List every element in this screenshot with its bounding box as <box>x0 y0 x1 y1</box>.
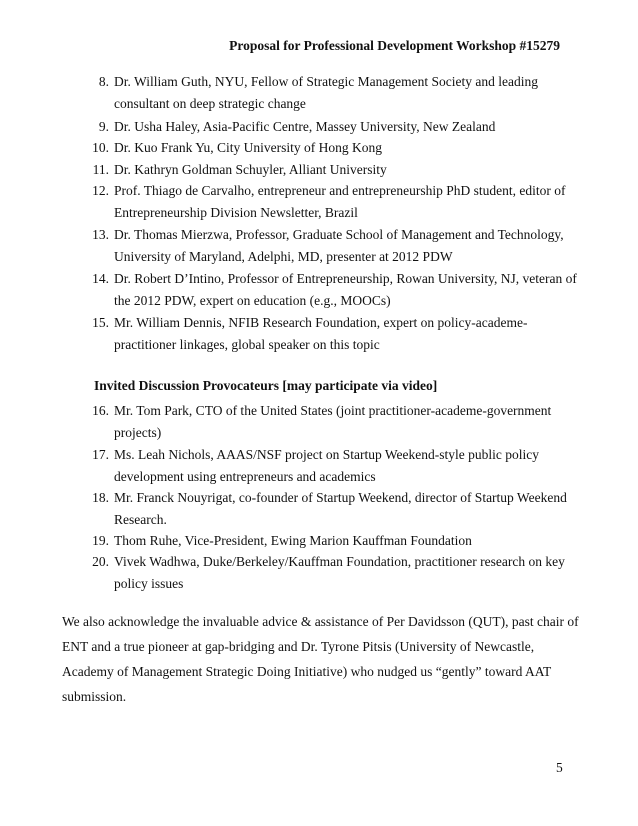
list-item-number: 10. <box>92 140 109 155</box>
list-item-number: 20. <box>92 554 109 569</box>
list-item-text: Vivek Wadhwa, Duke/Berkeley/Kauffman Foundation, practitioner research on key policy issues <box>114 554 565 591</box>
list-item-text: Mr. Tom Park, CTO of the United States (joint practitioner-academe-government projects) <box>114 403 552 440</box>
list-item-text: Dr. Thomas Mierzwa, Professor, Graduate School of Management and Technology, University of Maryland, Adelphi, MD, presenter at 2012 PDW <box>114 227 564 264</box>
list-item <box>77 487 577 530</box>
list-item-number: 9. <box>98 119 109 134</box>
list-item-number: 12. <box>92 183 109 198</box>
list-item <box>77 137 577 159</box>
list-item-text: Mr. William Dennis, NFIB Research Foundation, expert on policy-academe-practitioner linkages, global speaker on this topic <box>114 315 528 352</box>
list-item <box>77 180 577 223</box>
list-item <box>77 551 577 594</box>
list-item-text: Mr. Franck Nouyrigat, co-founder of Startup Weekend, director of Startup Weekend Research. <box>114 490 567 527</box>
list-item <box>77 224 577 267</box>
list-item-number: 13. <box>92 227 109 242</box>
page-header-title: Proposal for Professional Development Workshop #15279 <box>229 38 560 53</box>
list-item <box>77 530 577 552</box>
list-item-number: 15. <box>92 315 109 330</box>
list-item-number: 16. <box>92 403 109 418</box>
list-item-number: 17. <box>92 447 109 462</box>
acknowledgement-paragraph: We also acknowledge the invaluable advice & assistance of Per Davidsson (QUT), past chair of ENT and a true pioneer at gap-bridging and Dr. Tyrone Pitsis (University of Newcastle, Academy of Management Strategic Doing Initiative) who nudged us “gently” toward AAT submission. <box>62 614 579 704</box>
list-item <box>77 268 577 311</box>
list-item-number: 11. <box>92 162 109 177</box>
list-item-number: 18. <box>92 490 109 505</box>
list-item <box>77 444 577 487</box>
list-item-text: Ms. Leah Nichols, AAAS/NSF project on Startup Weekend-style public policy development using entrepreneurs and academics <box>114 447 539 484</box>
list-item <box>77 400 577 443</box>
list-item-text: Dr. Usha Haley, Asia-Pacific Centre, Massey University, New Zealand <box>114 119 496 134</box>
list-item-number: 8. <box>98 74 109 89</box>
list-item-text: Thom Ruhe, Vice-President, Ewing Marion Kauffman Foundation <box>114 533 472 548</box>
list-item <box>77 159 577 181</box>
list-item-number: 14. <box>92 271 109 286</box>
section-heading-provocateurs: Invited Discussion Provocateurs [may participate via video] <box>94 378 438 393</box>
list-item-number: 19. <box>92 533 109 548</box>
list-item <box>77 312 577 355</box>
list-item-text: Dr. Robert D’Intino, Professor of Entrepreneurship, Rowan University, NJ, veteran of the 2012 PDW, expert on education (e.g., MOOCs) <box>114 271 577 308</box>
page-number: 5 <box>556 760 563 775</box>
list-item <box>77 116 577 138</box>
list-item-text: Prof. Thiago de Carvalho, entrepreneur and entrepreneurship PhD student, editor of Entrepreneurship Division Newsletter, Brazil <box>114 183 566 220</box>
list-item-text: Dr. Kathryn Goldman Schuyler, Alliant University <box>114 162 387 177</box>
list-item <box>77 71 577 114</box>
list-item-text: Dr. William Guth, NYU, Fellow of Strategic Management Society and leading consultant on deep strategic change <box>114 74 538 111</box>
list-item-text: Dr. Kuo Frank Yu, City University of Hong Kong <box>114 140 382 155</box>
